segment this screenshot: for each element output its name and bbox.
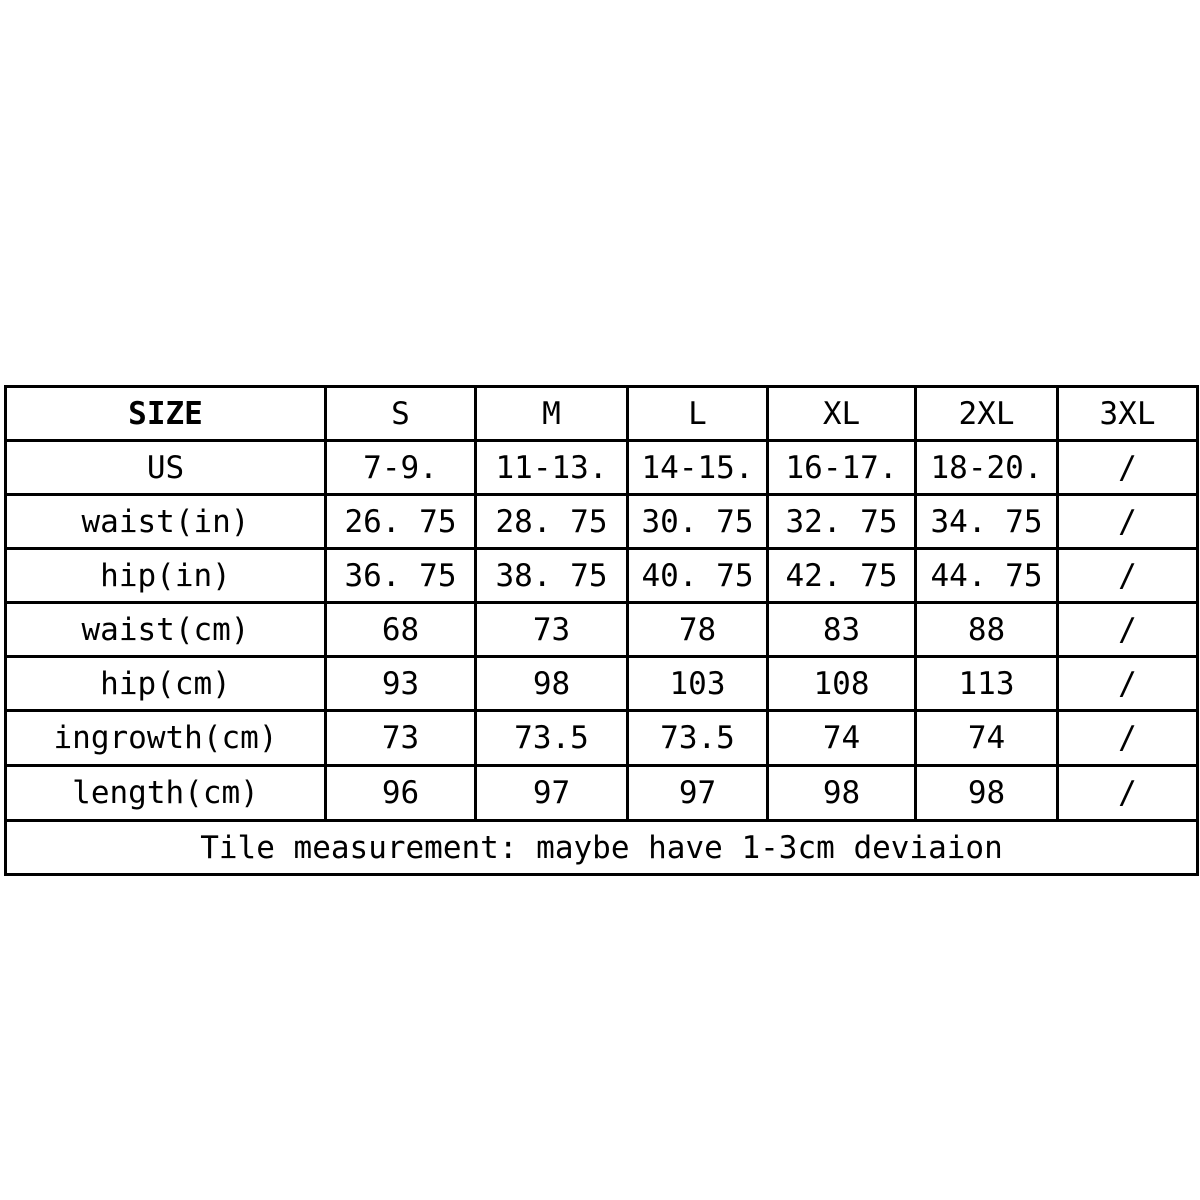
cell-us-m: 11-13. [476,441,628,495]
cell-waist-in-s: 26. 75 [326,495,476,549]
measurement-note: Tile measurement: maybe have 1-3cm deviaion [6,821,1198,875]
cell-hip-in-l: 40. 75 [628,549,768,603]
cell-length-cm-2xl: 98 [916,766,1058,821]
cell-waist-cm-s: 68 [326,603,476,657]
cell-hip-cm-xl: 108 [768,657,916,711]
header-cell-s: S [326,387,476,441]
header-cell-3xl: 3XL [1058,387,1198,441]
cell-length-cm-m: 97 [476,766,628,821]
header-cell-2xl: 2XL [916,387,1058,441]
cell-hip-cm-m: 98 [476,657,628,711]
header-cell-size: SIZE [6,387,326,441]
cell-length-cm-l: 97 [628,766,768,821]
cell-hip-cm-3xl: / [1058,657,1198,711]
header-cell-xl: XL [768,387,916,441]
cell-length-cm-s: 96 [326,766,476,821]
cell-ingrowth-cm-3xl: / [1058,711,1198,766]
cell-waist-cm-m: 73 [476,603,628,657]
cell-waist-cm-3xl: / [1058,603,1198,657]
row-label-hip-cm: hip(cm) [6,657,326,711]
cell-waist-cm-xl: 83 [768,603,916,657]
cell-waist-in-2xl: 34. 75 [916,495,1058,549]
cell-hip-in-2xl: 44. 75 [916,549,1058,603]
cell-waist-in-m: 28. 75 [476,495,628,549]
table-row [6,495,1198,549]
cell-waist-cm-2xl: 88 [916,603,1058,657]
table-row [6,549,1198,603]
table-header-row [6,387,1198,441]
header-cell-m: M [476,387,628,441]
size-chart-container [4,385,1196,876]
cell-us-3xl: / [1058,441,1198,495]
cell-ingrowth-cm-m: 73.5 [476,711,628,766]
cell-us-l: 14-15. [628,441,768,495]
cell-hip-cm-2xl: 113 [916,657,1058,711]
table-row [6,441,1198,495]
cell-hip-in-m: 38. 75 [476,549,628,603]
row-label-ingrowth-cm: ingrowth(cm) [6,711,326,766]
cell-ingrowth-cm-s: 73 [326,711,476,766]
cell-hip-cm-s: 93 [326,657,476,711]
row-label-waist-in: waist(in) [6,495,326,549]
table-row [6,711,1198,766]
cell-us-s: 7-9. [326,441,476,495]
row-label-length-cm: length(cm) [6,766,326,821]
cell-hip-in-s: 36. 75 [326,549,476,603]
table-row [6,603,1198,657]
table-row [6,657,1198,711]
cell-us-xl: 16-17. [768,441,916,495]
cell-hip-in-3xl: / [1058,549,1198,603]
cell-hip-in-xl: 42. 75 [768,549,916,603]
cell-ingrowth-cm-xl: 74 [768,711,916,766]
row-label-hip-in: hip(in) [6,549,326,603]
cell-length-cm-3xl: / [1058,766,1198,821]
cell-waist-in-l: 30. 75 [628,495,768,549]
cell-us-2xl: 18-20. [916,441,1058,495]
cell-length-cm-xl: 98 [768,766,916,821]
size-chart-table [4,385,1199,876]
cell-waist-cm-l: 78 [628,603,768,657]
cell-hip-cm-l: 103 [628,657,768,711]
cell-waist-in-xl: 32. 75 [768,495,916,549]
cell-waist-in-3xl: / [1058,495,1198,549]
header-cell-l: L [628,387,768,441]
row-label-us: US [6,441,326,495]
cell-ingrowth-cm-2xl: 74 [916,711,1058,766]
row-label-waist-cm: waist(cm) [6,603,326,657]
cell-ingrowth-cm-l: 73.5 [628,711,768,766]
table-footer-row [6,821,1198,875]
table-row [6,766,1198,821]
